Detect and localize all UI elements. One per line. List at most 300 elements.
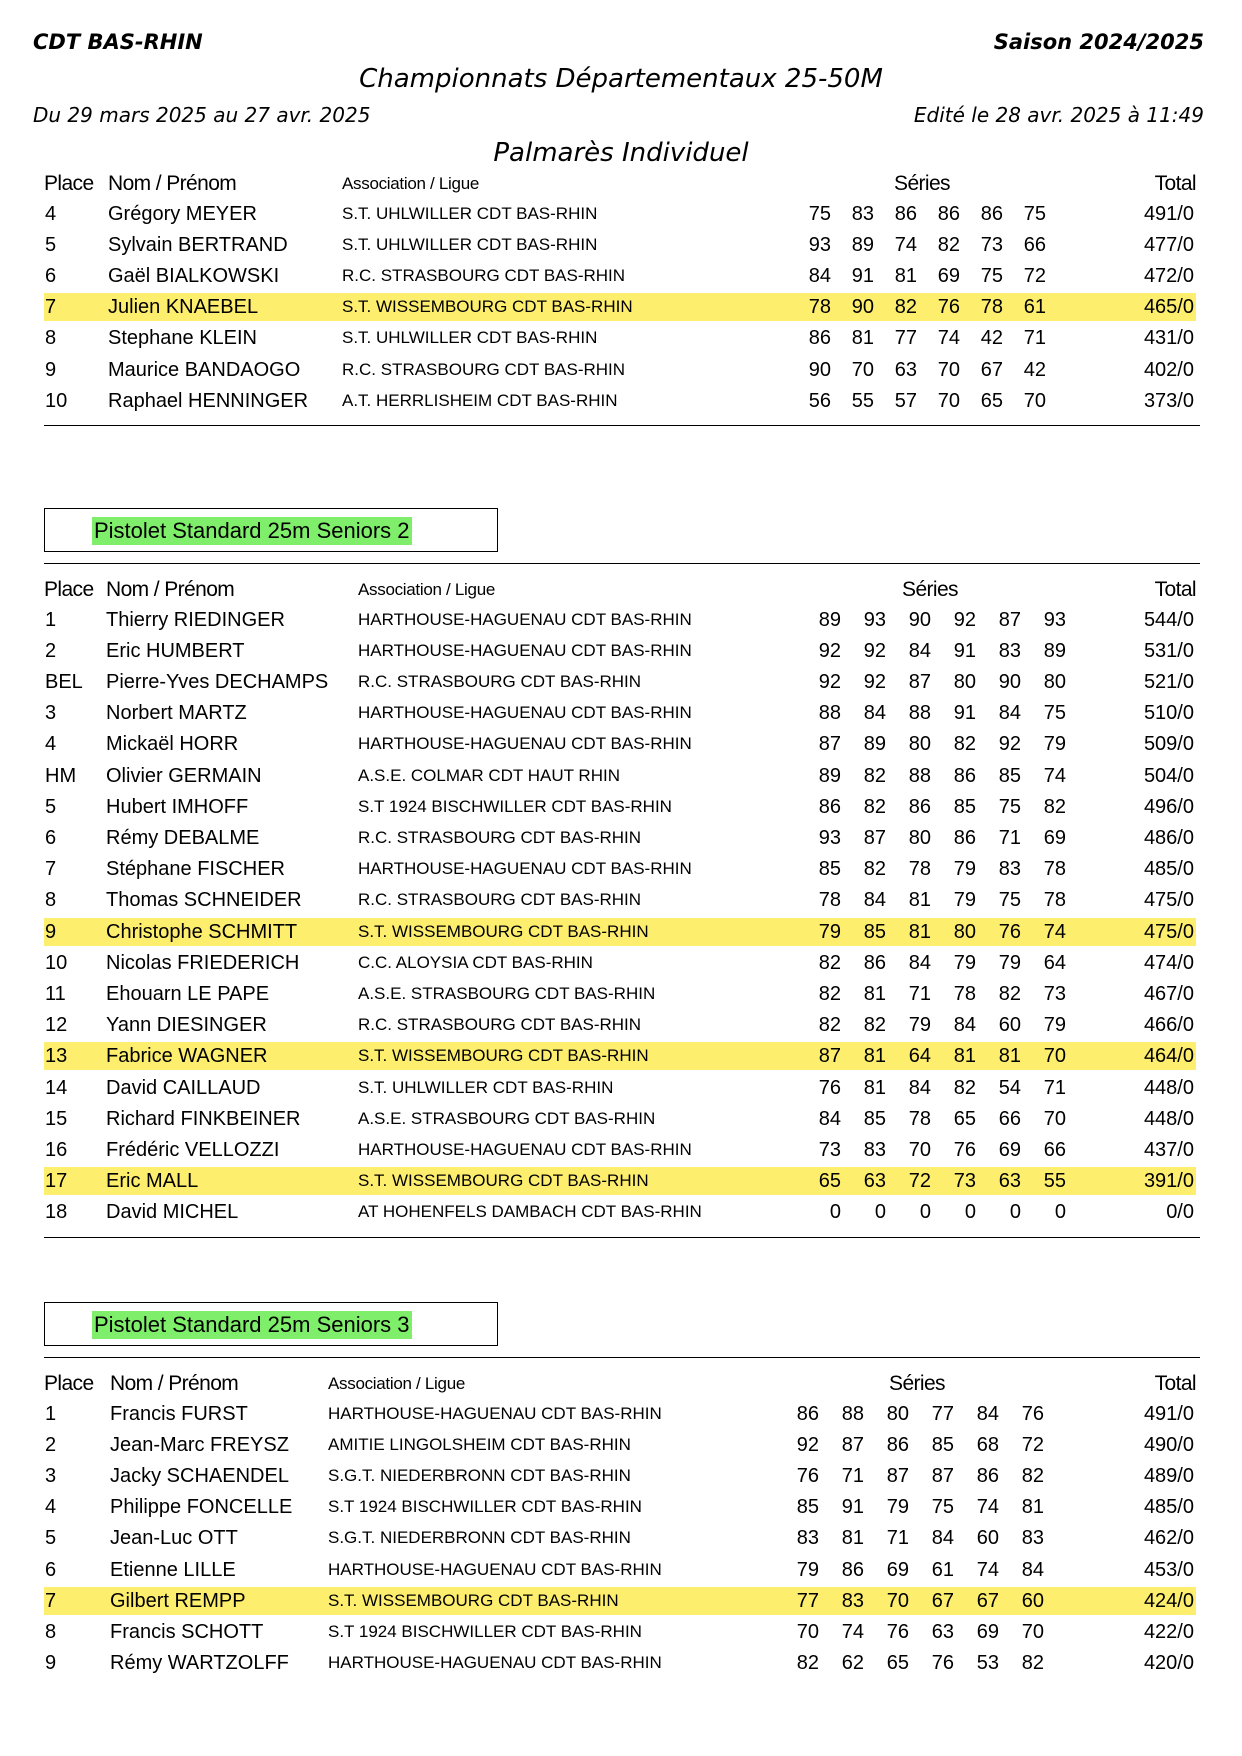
row-total: 496/0 — [1143, 795, 1194, 818]
row-place: 3 — [45, 1464, 57, 1487]
header-association: Association / Ligue — [358, 580, 495, 599]
row-name: Jean-Marc FREYSZ — [110, 1433, 289, 1456]
row-series-score: 66 — [998, 1107, 1021, 1130]
row-series-score: 89 — [818, 608, 841, 631]
row-series-score: 55 — [1043, 1170, 1066, 1193]
row-series-score: 69 — [998, 1138, 1021, 1161]
row-series-score: 82 — [863, 764, 886, 787]
row-name: Eric HUMBERT — [106, 639, 245, 662]
date-range: Du 29 mars 2025 au 27 avr. 2025 — [33, 103, 371, 127]
row-series-score: 87 — [886, 1464, 909, 1487]
row-series-score: 62 — [841, 1652, 864, 1675]
row-name: Maurice BANDAOGO — [108, 358, 301, 381]
row-series-score: 92 — [863, 670, 886, 693]
row-series-score: 81 — [894, 264, 917, 287]
row-series-score: 82 — [1021, 1652, 1044, 1675]
row-series-score: 89 — [818, 764, 841, 787]
row-series-score: 93 — [1043, 608, 1066, 631]
row-association: S.G.T. NIEDERBRONN CDT BAS-RHIN — [328, 1528, 631, 1548]
row-name: Ehouarn LE PAPE — [106, 982, 270, 1005]
table-row — [44, 637, 1196, 665]
row-series-score: 79 — [1043, 1014, 1066, 1037]
row-series-score: 65 — [953, 1107, 976, 1130]
row-total: 420/0 — [1143, 1652, 1194, 1675]
row-association: R.C. STRASBOURG CDT BAS-RHIN — [342, 359, 626, 379]
row-series-score: 81 — [841, 1527, 864, 1550]
row-total: 491/0 — [1143, 1402, 1194, 1425]
section-top-rule — [44, 563, 1200, 564]
row-place: 8 — [45, 327, 57, 350]
table-row — [44, 886, 1196, 914]
section-title: Pistolet Standard 25m Seniors 2 — [94, 518, 410, 543]
row-series-score: 71 — [908, 982, 931, 1005]
row-name: Sylvain BERTRAND — [108, 233, 288, 256]
table-row — [44, 262, 1196, 290]
row-series-score: 88 — [841, 1402, 864, 1425]
row-total: 475/0 — [1143, 920, 1194, 943]
row-series-score: 84 — [953, 1014, 976, 1037]
row-series-score: 0 — [829, 1201, 841, 1224]
table-row — [44, 1105, 1196, 1133]
row-series-score: 78 — [1043, 889, 1066, 912]
row-series-score: 78 — [953, 982, 976, 1005]
row-series-score: 86 — [808, 327, 831, 350]
row-series-score: 70 — [851, 358, 874, 381]
row-series-score: 63 — [863, 1170, 886, 1193]
row-series-score: 82 — [953, 733, 976, 756]
row-name: Gilbert REMPP — [110, 1589, 246, 1612]
row-series-score: 60 — [998, 1014, 1021, 1037]
row-series-score: 82 — [937, 233, 960, 256]
row-series-score: 84 — [908, 1076, 931, 1099]
row-name: Stéphane FISCHER — [106, 858, 285, 881]
row-series-score: 87 — [931, 1464, 954, 1487]
row-series-score: 75 — [998, 889, 1021, 912]
table-row — [44, 606, 1196, 634]
row-series-score: 70 — [937, 358, 960, 381]
row-series-score: 80 — [908, 733, 931, 756]
row-series-score: 73 — [980, 233, 1003, 256]
row-series-score: 85 — [931, 1433, 954, 1456]
table-row — [44, 949, 1196, 977]
row-total: 491/0 — [1143, 202, 1194, 225]
row-place: 6 — [45, 826, 57, 849]
table-row — [44, 1074, 1196, 1102]
row-series-score: 77 — [796, 1589, 819, 1612]
row-series-score: 81 — [953, 1045, 976, 1068]
row-series-score: 83 — [841, 1589, 864, 1612]
row-series-score: 69 — [976, 1620, 999, 1643]
row-name: Julien KNAEBEL — [108, 296, 259, 319]
row-association: HARTHOUSE-HAGUENAU CDT BAS-RHIN — [358, 859, 692, 879]
row-series-score: 74 — [976, 1496, 999, 1519]
row-place: 5 — [45, 233, 57, 256]
row-association: S.T. WISSEMBOURG CDT BAS-RHIN — [358, 1046, 649, 1066]
row-series-score: 80 — [886, 1402, 909, 1425]
row-association: R.C. STRASBOURG CDT BAS-RHIN — [358, 671, 642, 691]
row-series-score: 70 — [886, 1589, 909, 1612]
row-place: 9 — [45, 358, 57, 381]
row-association: AT HOHENFELS DAMBACH CDT BAS-RHIN — [358, 1202, 702, 1222]
table-row — [44, 1524, 1196, 1552]
table-row — [44, 730, 1196, 758]
row-series-score: 85 — [863, 920, 886, 943]
row-total: 422/0 — [1143, 1620, 1194, 1643]
row-series-score: 86 — [886, 1433, 909, 1456]
row-series-score: 86 — [796, 1402, 819, 1425]
header-total: Total — [1154, 1372, 1196, 1395]
row-series-score: 92 — [863, 639, 886, 662]
row-series-score: 72 — [1023, 264, 1046, 287]
row-series-score: 75 — [931, 1496, 954, 1519]
row-series-score: 0 — [919, 1201, 931, 1224]
row-association: HARTHOUSE-HAGUENAU CDT BAS-RHIN — [358, 609, 692, 629]
row-total: 464/0 — [1143, 1045, 1194, 1068]
row-association: HARTHOUSE-HAGUENAU CDT BAS-RHIN — [328, 1403, 662, 1423]
row-series-score: 82 — [863, 1014, 886, 1037]
header-series: Séries — [894, 172, 950, 195]
row-total: 521/0 — [1143, 670, 1194, 693]
table-header — [44, 576, 1196, 604]
row-series-score: 70 — [937, 389, 960, 412]
row-series-score: 79 — [953, 858, 976, 881]
row-association: HARTHOUSE-HAGUENAU CDT BAS-RHIN — [358, 1139, 692, 1159]
row-series-score: 66 — [1023, 233, 1046, 256]
section-bottom-rule — [44, 1237, 1200, 1238]
row-series-score: 42 — [1023, 358, 1046, 381]
row-association: R.C. STRASBOURG CDT BAS-RHIN — [358, 890, 642, 910]
row-series-score: 79 — [1043, 733, 1066, 756]
row-total: 474/0 — [1143, 951, 1194, 974]
table-row — [44, 699, 1196, 727]
table-row — [44, 918, 1196, 946]
table-row — [44, 200, 1196, 228]
table-row — [44, 668, 1196, 696]
header-name: Nom / Prénom — [110, 1372, 239, 1395]
row-total: 453/0 — [1143, 1558, 1194, 1581]
row-series-score: 42 — [980, 327, 1003, 350]
row-association: S.T. WISSEMBOURG CDT BAS-RHIN — [358, 1171, 649, 1191]
row-total: 0/0 — [1166, 1201, 1194, 1224]
row-series-score: 79 — [818, 920, 841, 943]
row-series-score: 82 — [796, 1652, 819, 1675]
row-series-score: 79 — [908, 1014, 931, 1037]
table-row — [44, 1042, 1196, 1070]
table-row — [44, 980, 1196, 1008]
row-association: S.T 1924 BISCHWILLER CDT BAS-RHIN — [328, 1497, 642, 1517]
row-series-score: 0 — [874, 1201, 886, 1224]
row-series-score: 63 — [894, 358, 917, 381]
section-top-rule — [44, 1357, 1200, 1358]
row-name: Grégory MEYER — [108, 202, 257, 225]
row-series-score: 88 — [818, 702, 841, 725]
row-series-score: 84 — [908, 639, 931, 662]
row-association: A.S.E. STRASBOURG CDT BAS-RHIN — [358, 983, 656, 1003]
row-series-score: 86 — [980, 202, 1003, 225]
row-series-score: 69 — [1043, 826, 1066, 849]
table-row — [44, 1587, 1196, 1615]
row-series-score: 78 — [908, 1107, 931, 1130]
row-name: Raphael HENNINGER — [108, 389, 309, 412]
row-series-score: 70 — [796, 1620, 819, 1643]
header-total: Total — [1154, 172, 1196, 195]
row-association: A.T. HERRLISHEIM CDT BAS-RHIN — [342, 390, 618, 410]
row-series-score: 81 — [1021, 1496, 1044, 1519]
row-name: Pierre-Yves DECHAMPS — [106, 670, 329, 693]
row-series-score: 92 — [953, 608, 976, 631]
row-series-score: 93 — [808, 233, 831, 256]
row-association: R.C. STRASBOURG CDT BAS-RHIN — [342, 265, 626, 285]
row-series-score: 84 — [863, 702, 886, 725]
row-series-score: 90 — [908, 608, 931, 631]
season-label: Saison 2024/2025 — [993, 30, 1204, 54]
row-name: Etienne LILLE — [110, 1558, 236, 1581]
row-place: 14 — [45, 1076, 68, 1099]
row-place: 1 — [45, 608, 57, 631]
row-name: Mickaël HORR — [106, 733, 239, 756]
row-series-score: 82 — [863, 795, 886, 818]
row-name: David CAILLAUD — [106, 1076, 261, 1099]
row-series-score: 65 — [886, 1652, 909, 1675]
row-series-score: 80 — [953, 670, 976, 693]
page-title: Championnats Départementaux 25-50M — [359, 64, 883, 94]
header-place: Place — [44, 1372, 94, 1395]
row-series-score: 76 — [1021, 1402, 1044, 1425]
row-series-score: 68 — [976, 1433, 999, 1456]
row-series-score: 79 — [796, 1558, 819, 1581]
row-series-score: 82 — [818, 982, 841, 1005]
row-series-score: 88 — [908, 702, 931, 725]
row-association: S.G.T. NIEDERBRONN CDT BAS-RHIN — [328, 1465, 631, 1485]
row-series-score: 78 — [808, 296, 831, 319]
row-name: Thierry RIEDINGER — [106, 608, 285, 631]
row-name: Francis FURST — [110, 1402, 248, 1425]
row-series-score: 91 — [953, 639, 976, 662]
row-total: 490/0 — [1143, 1433, 1194, 1456]
row-place: 9 — [45, 920, 57, 943]
row-series-score: 76 — [953, 1138, 976, 1161]
row-series-score: 92 — [818, 639, 841, 662]
table-row — [44, 387, 1196, 415]
row-series-score: 82 — [894, 296, 917, 319]
row-series-score: 76 — [796, 1464, 819, 1487]
row-series-score: 74 — [1043, 920, 1066, 943]
row-series-score: 78 — [818, 889, 841, 912]
row-series-score: 84 — [976, 1402, 999, 1425]
row-place: 2 — [45, 1433, 57, 1456]
row-series-score: 80 — [953, 920, 976, 943]
row-association: R.C. STRASBOURG CDT BAS-RHIN — [358, 827, 642, 847]
header-name: Nom / Prénom — [106, 578, 235, 601]
row-series-score: 78 — [1043, 858, 1066, 881]
row-series-score: 56 — [808, 389, 831, 412]
row-series-score: 71 — [841, 1464, 864, 1487]
row-series-score: 86 — [976, 1464, 999, 1487]
row-series-score: 78 — [908, 858, 931, 881]
row-series-score: 0 — [1054, 1201, 1066, 1224]
table-row — [44, 1649, 1196, 1677]
row-series-score: 76 — [886, 1620, 909, 1643]
row-total: 544/0 — [1143, 608, 1194, 631]
row-name: Jean-Luc OTT — [110, 1527, 238, 1550]
row-series-score: 86 — [818, 795, 841, 818]
row-series-score: 92 — [818, 670, 841, 693]
row-series-score: 90 — [998, 670, 1021, 693]
row-series-score: 63 — [931, 1620, 954, 1643]
row-total: 391/0 — [1143, 1170, 1194, 1193]
section-title-box — [44, 1302, 498, 1346]
table-row — [44, 1011, 1196, 1039]
row-place: 17 — [45, 1170, 68, 1193]
row-total: 472/0 — [1143, 264, 1194, 287]
row-place: 8 — [45, 889, 57, 912]
row-place: 5 — [45, 795, 57, 818]
row-association: A.S.E. STRASBOURG CDT BAS-RHIN — [358, 1108, 656, 1128]
table-row — [44, 1493, 1196, 1521]
row-total: 486/0 — [1143, 826, 1194, 849]
table-row — [44, 356, 1196, 384]
row-series-score: 66 — [1043, 1138, 1066, 1161]
row-series-score: 70 — [908, 1138, 931, 1161]
row-series-score: 90 — [808, 358, 831, 381]
row-series-score: 83 — [1021, 1527, 1044, 1550]
row-series-score: 73 — [953, 1170, 976, 1193]
row-series-score: 70 — [1021, 1620, 1044, 1643]
row-series-score: 86 — [953, 764, 976, 787]
header-place: Place — [44, 172, 94, 195]
header-association: Association / Ligue — [328, 1374, 465, 1393]
header-series: Séries — [889, 1372, 945, 1395]
table-row — [44, 1400, 1196, 1428]
row-series-score: 87 — [998, 608, 1021, 631]
table-row — [44, 1136, 1196, 1164]
row-series-score: 73 — [818, 1138, 841, 1161]
row-series-score: 86 — [937, 202, 960, 225]
row-series-score: 81 — [863, 1076, 886, 1099]
section-title: Pistolet Standard 25m Seniors 3 — [94, 1312, 410, 1337]
row-series-score: 87 — [818, 1045, 841, 1068]
row-total: 462/0 — [1143, 1527, 1194, 1550]
section-title-box — [44, 508, 498, 552]
row-association: HARTHOUSE-HAGUENAU CDT BAS-RHIN — [358, 640, 692, 660]
row-series-score: 83 — [851, 202, 874, 225]
row-association: S.T. UHLWILLER CDT BAS-RHIN — [342, 203, 598, 223]
table-row — [44, 824, 1196, 852]
row-name: Olivier GERMAIN — [106, 764, 262, 787]
row-series-score: 82 — [818, 1014, 841, 1037]
row-place: 1 — [45, 1402, 57, 1425]
row-series-score: 0 — [1009, 1201, 1021, 1224]
row-series-score: 84 — [998, 702, 1021, 725]
row-series-score: 75 — [980, 264, 1003, 287]
row-series-score: 85 — [818, 858, 841, 881]
row-series-score: 86 — [953, 826, 976, 849]
row-name: Yann DIESINGER — [106, 1014, 267, 1037]
row-association: S.T. UHLWILLER CDT BAS-RHIN — [358, 1077, 614, 1097]
row-series-score: 88 — [908, 764, 931, 787]
row-series-score: 91 — [953, 702, 976, 725]
row-series-score: 74 — [841, 1620, 864, 1643]
row-place: 6 — [45, 264, 57, 287]
row-total: 531/0 — [1143, 639, 1194, 662]
row-total: 402/0 — [1143, 358, 1194, 381]
row-series-score: 81 — [851, 327, 874, 350]
row-series-score: 70 — [1023, 389, 1046, 412]
row-series-score: 74 — [894, 233, 917, 256]
row-association: HARTHOUSE-HAGUENAU CDT BAS-RHIN — [328, 1559, 662, 1579]
row-name: Norbert MARTZ — [106, 702, 247, 725]
row-place: 4 — [45, 202, 57, 225]
row-series-score: 87 — [863, 826, 886, 849]
row-series-score: 87 — [908, 670, 931, 693]
row-series-score: 84 — [863, 889, 886, 912]
row-name: Eric MALL — [106, 1170, 199, 1193]
row-association: R.C. STRASBOURG CDT BAS-RHIN — [358, 1015, 642, 1035]
row-series-score: 84 — [1021, 1558, 1044, 1581]
row-series-score: 60 — [1021, 1589, 1044, 1612]
row-series-score: 70 — [1043, 1107, 1066, 1130]
row-series-score: 75 — [1043, 702, 1066, 725]
row-series-score: 82 — [818, 951, 841, 974]
row-series-score: 57 — [894, 389, 917, 412]
row-total: 489/0 — [1143, 1464, 1194, 1487]
row-series-score: 86 — [894, 202, 917, 225]
section-bottom-rule — [44, 425, 1200, 426]
header-place: Place — [44, 578, 94, 601]
row-place: 7 — [45, 1589, 57, 1612]
row-series-score: 81 — [908, 889, 931, 912]
row-series-score: 71 — [886, 1527, 909, 1550]
row-series-score: 83 — [863, 1138, 886, 1161]
table-row — [44, 1198, 1196, 1226]
row-place: BEL — [45, 670, 83, 693]
row-series-score: 64 — [1043, 951, 1066, 974]
header-name: Nom / Prénom — [108, 172, 237, 195]
table-header — [44, 1370, 1196, 1398]
row-association: S.T. WISSEMBOURG CDT BAS-RHIN — [358, 921, 649, 941]
row-series-score: 86 — [908, 795, 931, 818]
row-name: Hubert IMHOFF — [106, 795, 249, 818]
row-series-score: 82 — [863, 858, 886, 881]
row-series-score: 85 — [863, 1107, 886, 1130]
row-series-score: 85 — [953, 795, 976, 818]
row-name: Gaël BIALKOWSKI — [108, 264, 280, 287]
row-place: 2 — [45, 639, 57, 662]
table-row — [44, 293, 1196, 321]
row-series-score: 69 — [886, 1558, 909, 1581]
row-place: 9 — [45, 1652, 57, 1675]
row-series-score: 89 — [863, 733, 886, 756]
table-row — [44, 1431, 1196, 1459]
table-row — [44, 1462, 1196, 1490]
row-place: HM — [45, 764, 77, 787]
row-series-score: 67 — [976, 1589, 999, 1612]
row-association: S.T 1924 BISCHWILLER CDT BAS-RHIN — [358, 796, 672, 816]
row-series-score: 93 — [863, 608, 886, 631]
row-total: 467/0 — [1143, 982, 1194, 1005]
row-name: Fabrice WAGNER — [106, 1045, 268, 1068]
row-series-score: 87 — [841, 1433, 864, 1456]
row-series-score: 90 — [851, 296, 874, 319]
row-series-score: 74 — [1043, 764, 1066, 787]
row-series-score: 82 — [998, 982, 1021, 1005]
table-row — [44, 793, 1196, 821]
row-total: 373/0 — [1143, 389, 1194, 412]
row-association: A.S.E. COLMAR CDT HAUT RHIN — [358, 765, 620, 785]
row-series-score: 83 — [796, 1527, 819, 1550]
row-place: 13 — [45, 1045, 68, 1068]
row-series-score: 84 — [931, 1527, 954, 1550]
